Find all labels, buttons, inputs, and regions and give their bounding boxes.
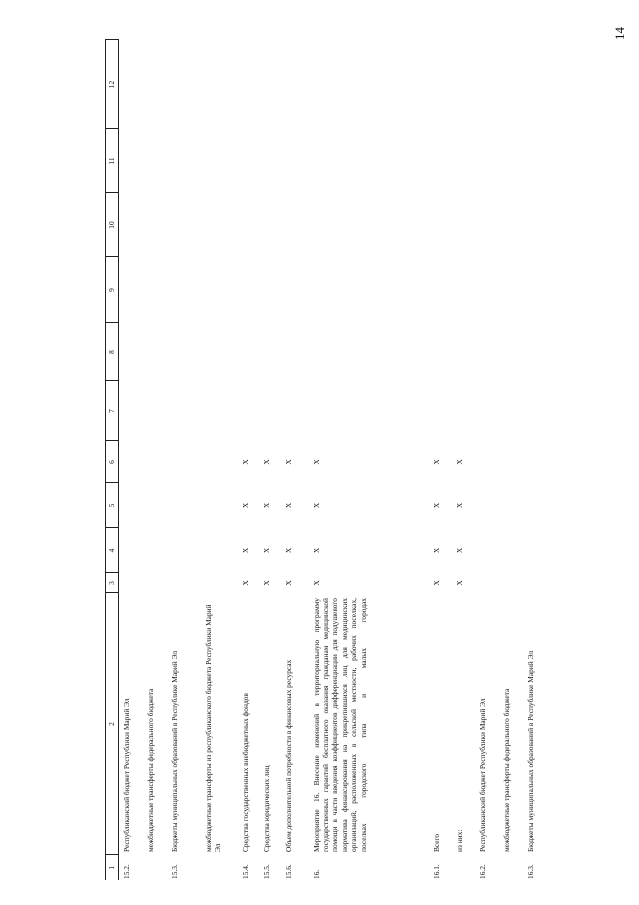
- cell-mark: [309, 129, 429, 193]
- cell-mark: [452, 323, 475, 381]
- row-number: 16.2.: [477, 864, 487, 879]
- cell-mark: [523, 257, 553, 323]
- cell-mark: X: [311, 547, 321, 554]
- header-cell: 9: [106, 257, 119, 323]
- cell-mark: X: [240, 502, 250, 509]
- cell-mark: [167, 381, 201, 441]
- table-row: [523, 40, 553, 880]
- cell-mark: [167, 257, 201, 323]
- cell-mark: [238, 40, 259, 129]
- header-cell: 12: [106, 40, 119, 129]
- cell-mark: [475, 323, 499, 381]
- row-name: Бюджеты муниципальных образований в Республике Марий Эл: [525, 650, 535, 852]
- cell-mark: [167, 323, 201, 381]
- row-name: межбюджетные трансферты федерального бюджета: [145, 688, 155, 852]
- header-cell: 10: [106, 193, 119, 257]
- cell-mark: [281, 40, 309, 129]
- cell-mark: X: [454, 502, 464, 509]
- row-number: 15.2.: [122, 864, 131, 879]
- row-name: межбюджетные трансферты федерального бюджета: [501, 688, 511, 852]
- row-number: 16.1.: [431, 864, 441, 879]
- header-cell: 6: [106, 441, 119, 483]
- row-name: из них:: [454, 829, 464, 852]
- cell-mark: [475, 381, 499, 441]
- cell-mark: [119, 193, 143, 257]
- cell-mark: [259, 257, 281, 323]
- cell-mark: [143, 573, 167, 593]
- row-name: Республиканский бюджет Республики Марий Эл: [122, 698, 131, 852]
- cell-mark: [281, 257, 309, 323]
- cell-mark: X: [261, 502, 271, 509]
- row-name: Средства государственных внебюджетных фондов: [240, 693, 250, 852]
- cell-mark: [119, 483, 143, 528]
- cell-mark: [259, 40, 281, 129]
- row-name: Объем дополнительной потребности в финансовых ресурсах: [283, 659, 293, 852]
- cell-mark: [259, 381, 281, 441]
- row-number: [499, 855, 523, 880]
- page-number: 14: [612, 27, 627, 41]
- header-cell: 8: [106, 323, 119, 381]
- budget-table: [105, 40, 553, 881]
- cell-mark: [475, 528, 499, 573]
- cell-mark: [281, 129, 309, 193]
- cell-mark: [143, 483, 167, 528]
- cell-mark: [238, 193, 259, 257]
- cell-mark: X: [454, 580, 464, 586]
- cell-mark: [499, 323, 523, 381]
- row-number: 15.5.: [261, 864, 271, 879]
- cell-mark: X: [261, 547, 271, 554]
- cell-mark: [119, 323, 143, 381]
- cell-mark: [499, 528, 523, 573]
- cell-mark: [429, 40, 452, 129]
- cell-mark: [201, 381, 238, 441]
- header-cell: 11: [106, 129, 119, 193]
- cell-mark: [499, 40, 523, 129]
- cell-mark: [499, 193, 523, 257]
- cell-mark: [475, 257, 499, 323]
- cell-mark: X: [240, 580, 250, 586]
- cell-mark: X: [454, 459, 464, 465]
- cell-mark: [201, 573, 238, 593]
- cell-mark: [259, 193, 281, 257]
- cell-mark: X: [283, 580, 293, 586]
- cell-mark: X: [431, 580, 441, 586]
- row-number: 15.6.: [283, 864, 293, 879]
- cell-mark: [167, 40, 201, 129]
- cell-mark: [143, 257, 167, 323]
- cell-mark: [259, 323, 281, 381]
- cell-mark: X: [283, 459, 293, 465]
- cell-mark: X: [240, 547, 250, 554]
- cell-mark: [143, 129, 167, 193]
- cell-mark: [201, 257, 238, 323]
- table-row: [309, 40, 429, 880]
- cell-mark: [475, 40, 499, 129]
- cell-mark: [523, 573, 553, 593]
- cell-mark: X: [454, 547, 464, 554]
- cell-mark: [499, 129, 523, 193]
- cell-mark: [167, 483, 201, 528]
- cell-mark: [167, 129, 201, 193]
- cell-mark: [429, 129, 452, 193]
- cell-mark: [238, 257, 259, 323]
- cell-mark: [201, 193, 238, 257]
- header-cell: 4: [106, 528, 119, 573]
- table-row: [143, 40, 167, 880]
- row-name: Бюджеты муниципальных образований в Республике Марий Эл: [169, 650, 179, 852]
- cell-mark: [452, 40, 475, 129]
- cell-mark: [119, 129, 143, 193]
- row-name: межбюджетные трансферты из республиканского бюджета Республики Марий Эл: [203, 604, 222, 852]
- cell-mark: [281, 381, 309, 441]
- cell-mark: [499, 441, 523, 483]
- cell-mark: [143, 40, 167, 129]
- cell-mark: [143, 323, 167, 381]
- cell-mark: [523, 441, 553, 483]
- cell-mark: [499, 573, 523, 593]
- cell-mark: [201, 323, 238, 381]
- cell-mark: [119, 257, 143, 323]
- cell-mark: [167, 573, 201, 593]
- cell-mark: X: [311, 459, 321, 465]
- cell-mark: [523, 381, 553, 441]
- cell-mark: X: [261, 580, 271, 586]
- table-row: [475, 40, 499, 880]
- cell-mark: [452, 381, 475, 441]
- cell-mark: [429, 381, 452, 441]
- cell-mark: [309, 40, 429, 129]
- cell-mark: [475, 129, 499, 193]
- cell-mark: X: [261, 459, 271, 465]
- table-row: [167, 40, 201, 880]
- cell-mark: X: [283, 502, 293, 509]
- cell-mark: [309, 381, 429, 441]
- cell-mark: [119, 441, 143, 483]
- cell-mark: [499, 381, 523, 441]
- cell-mark: X: [311, 580, 321, 586]
- cell-mark: [523, 323, 553, 381]
- cell-mark: [238, 129, 259, 193]
- cell-mark: [452, 193, 475, 257]
- row-name: Всего: [431, 833, 441, 852]
- cell-mark: [281, 193, 309, 257]
- cell-mark: [143, 381, 167, 441]
- cell-mark: [523, 129, 553, 193]
- rotated-table-container: [105, 40, 535, 880]
- cell-mark: [475, 441, 499, 483]
- cell-mark: [143, 193, 167, 257]
- cell-mark: [523, 528, 553, 573]
- cell-mark: [259, 129, 281, 193]
- row-number: 15.4.: [240, 864, 250, 879]
- row-number: 16.: [311, 869, 321, 879]
- cell-mark: [201, 129, 238, 193]
- header-cell: 3: [106, 573, 119, 593]
- cell-mark: [119, 381, 143, 441]
- cell-mark: [309, 323, 429, 381]
- row-number: [201, 855, 238, 880]
- cell-mark: [238, 381, 259, 441]
- cell-mark: [523, 40, 553, 129]
- cell-mark: [167, 528, 201, 573]
- cell-mark: [309, 193, 429, 257]
- row-name: Республиканский бюджет Республики Марий Эл: [477, 698, 487, 852]
- header-cell: 1: [106, 855, 119, 880]
- cell-mark: [119, 528, 143, 573]
- cell-mark: [238, 323, 259, 381]
- header-cell: 2: [106, 593, 119, 855]
- cell-mark: [499, 483, 523, 528]
- table-row: [499, 40, 523, 880]
- cell-mark: [429, 323, 452, 381]
- cell-mark: [429, 193, 452, 257]
- cell-mark: [475, 193, 499, 257]
- cell-mark: [475, 573, 499, 593]
- table-header-row: [106, 40, 119, 880]
- cell-mark: X: [240, 459, 250, 465]
- table-row: [238, 40, 259, 880]
- cell-mark: [523, 193, 553, 257]
- cell-mark: [499, 257, 523, 323]
- cell-mark: [201, 441, 238, 483]
- cell-mark: [309, 257, 429, 323]
- cell-mark: [281, 323, 309, 381]
- row-number: [143, 855, 167, 880]
- cell-mark: [452, 129, 475, 193]
- row-number: 15.3.: [169, 864, 179, 879]
- cell-mark: [143, 528, 167, 573]
- table-row: [259, 40, 281, 880]
- cell-mark: [201, 40, 238, 129]
- cell-mark: X: [431, 547, 441, 554]
- header-cell: 7: [106, 381, 119, 441]
- row-name: Мероприятие 16. Внесение изменений в территориальную программу государственных гарантий бесплатного оказания гражданам медицинской помощи в части введения коэффициентов дифференциации для подушевого норматива финансирования на прикрепившихся лиц для медицинских организаций, расположенных в сельской местности, рабочих поселках, поселках городского типа и малых городах: [311, 598, 368, 852]
- cell-mark: [475, 483, 499, 528]
- table-row: [201, 40, 238, 880]
- cell-mark: [201, 528, 238, 573]
- cell-mark: [119, 573, 143, 593]
- cell-mark: X: [431, 502, 441, 509]
- header-cell: 5: [106, 483, 119, 528]
- cell-mark: X: [311, 502, 321, 509]
- cell-mark: [119, 40, 143, 129]
- cell-mark: [452, 257, 475, 323]
- cell-mark: [167, 441, 201, 483]
- table-row: [119, 40, 143, 880]
- row-number: 16.3.: [525, 864, 535, 879]
- cell-mark: X: [431, 459, 441, 465]
- cell-mark: X: [283, 547, 293, 554]
- table-row: [429, 40, 452, 880]
- row-name: Средства юридических лиц: [261, 765, 271, 852]
- row-number: [452, 855, 475, 880]
- table-row: [281, 40, 309, 880]
- cell-mark: [201, 483, 238, 528]
- cell-mark: [143, 441, 167, 483]
- cell-mark: [167, 193, 201, 257]
- table-row: [452, 40, 475, 880]
- cell-mark: [429, 257, 452, 323]
- cell-mark: [523, 483, 553, 528]
